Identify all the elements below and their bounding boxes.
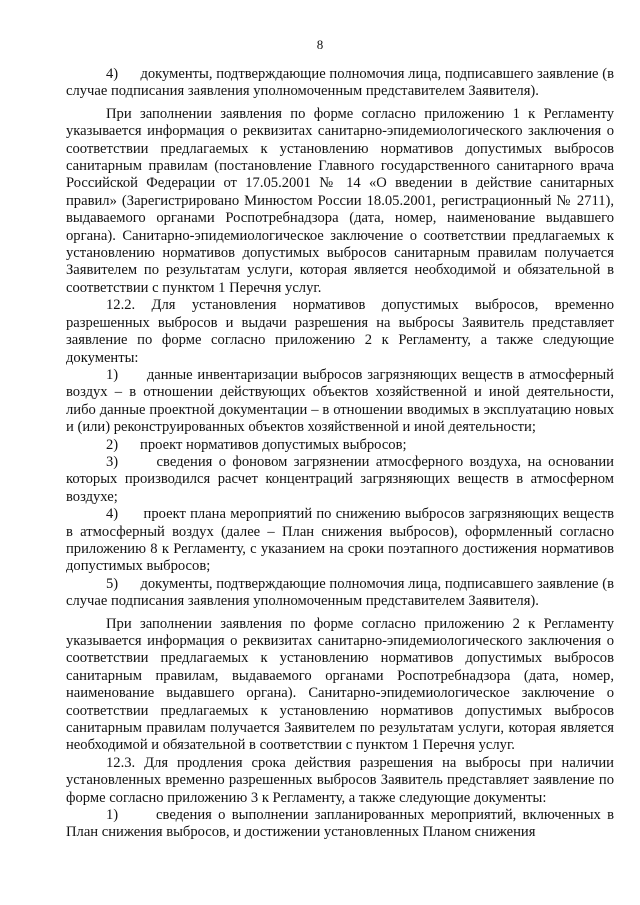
- paragraph-appendix-2-info: При заполнении заявления по форме согласно приложению 2 к Регламенту указывается информация о реквизитах санитарно-эпидемиологического заключения о соответствии предлагаемых к установлению нормативов допустимых выбросов санитарным правилам, выдаваемого органами Роспотребнадзора (дата, номер, наименование выдавшего органа). Санитарно-эпидемиологическое заключение о соответствии предлагаемых к установлению нормативов допустимых выбросов санитарным правилам получается Заявителем по результатам услуги, которая является необходимой и обязательной в соответствии с пунктом 1 Перечня услуг.: [66, 615, 614, 754]
- list-item-1-completed-measures: 1) сведения о выполнении запланированных мероприятий, включенных в План снижения выбросов, и достижении установленных Планом снижения: [66, 807, 614, 841]
- list-item-2-draft-standards: 2) проект нормативов допустимых выбросов;: [106, 436, 407, 453]
- list-item-3-background-pollution: 3) сведения о фоновом загрязнении атмосферного воздуха, на основании которых производился расчет концентраций загрязняющих веществ в атмосферном воздухе;: [66, 453, 614, 505]
- page-number: 8: [316, 37, 324, 52]
- paragraph-12-3: 12.3. Для продления срока действия разрешения на выбросы при наличии установленных временно разрешенных выбросов Заявитель представляет заявление по форме согласно приложению 3 к Регламенту, а также следующие документы:: [66, 754, 614, 806]
- list-item-5-authority-docs: 5) документы, подтверждающие полномочия лица, подписавшего заявление (в случае подписания заявления уполномоченным представителем Заявителя).: [66, 575, 614, 610]
- list-item-4-reduction-plan: 4) проект плана мероприятий по снижению выбросов загрязняющих веществ в атмосферный воздух (далее – План снижения выбросов), оформленный согласно приложению 8 к Регламенту, с указанием на сроки поэтапного достижения нормативов допустимых выбросов;: [66, 506, 614, 575]
- list-item-4-authority-docs: 4) документы, подтверждающие полномочия лица, подписавшего заявление (в случае подписания заявления уполномоченным представителем Заявителя).: [66, 66, 614, 100]
- document-body: [66, 66, 614, 842]
- list-item-1-inventory-data: 1) данные инвентаризации выбросов загрязняющих веществ в атмосферный воздух – в отношении действующих объектов хозяйственной и иной деятельности, либо данные проектной документации – в отношении вводимых в эксплуатацию новых и (или) реконструированных объектов хозяйственной и иной деятельности;: [66, 366, 614, 436]
- paragraph-appendix-1-info: При заполнении заявления по форме согласно приложению 1 к Регламенту указывается информация о реквизитах санитарно-эпидемиологического заключения о соответствии предлагаемых к установлению нормативов допустимых выбросов санитарным правилам (постановление Главного государственного санитарного врача Российской Федерации от 17.05.2001 № 14 «О введении в действие санитарных правил» (Зарегистрировано Минюстом России 18.05.2001, регистрационный № 2711), выдаваемого органами Роспотребнадзора (дата, номер, наименование выдавшего органа). Санитарно-эпидемиологическое заключение о соответствии предлагаемых к установлению нормативов допустимых выбросов санитарным правилам получается Заявителем по результатам услуги, которая является необходимой и обязательной в соответствии с пунктом 1 Перечня услуг.: [66, 105, 614, 296]
- paragraph-12-2: 12.2. Для установления нормативов допустимых выбросов, временно разрешенных выбросов и выдачи разрешения на выбросы Заявитель представляет заявление по форме согласно приложению 2 к Регламенту, а также следующие документы:: [66, 297, 614, 366]
